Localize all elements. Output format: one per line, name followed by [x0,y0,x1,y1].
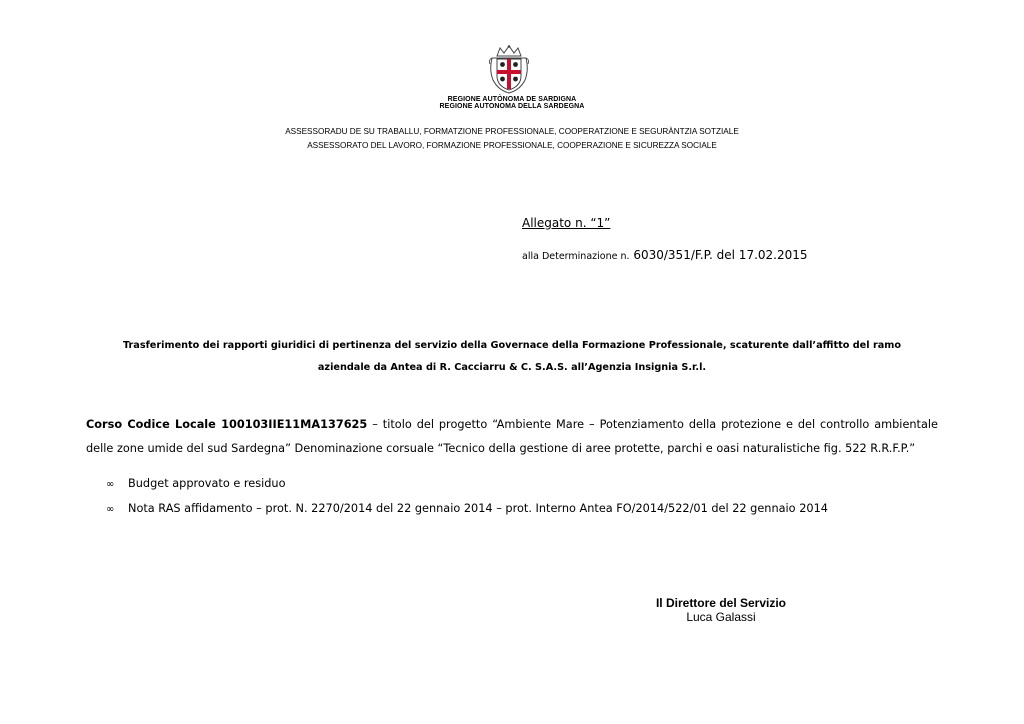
bullet-list [106,474,926,524]
allegato-label: Allegato n. “1” [522,216,611,230]
list-item [106,474,926,499]
list-item-text: Nota RAS affidamento – prot. N. 2270/2014 del 22 gennaio 2014 – prot. Interno Antea FO/2014/522/01 del 22 gennaio 2014 [128,502,828,515]
list-item-text: Budget approvato e residuo [128,477,286,490]
signature-name: Luca Galassi [686,610,756,624]
document-title: Trasferimento dei rapporti giuridici di pertinenza del servizio della Governace della Formazione Professionale, scaturente dall’affitto del ramo aziendale da Antea di R. Cacciarru & C. S.A.S. all’Agenzia Insignia S.r.l. [122,340,902,373]
course-paragraph [86,413,938,461]
assessorato-italian: ASSESSORATO DEL LAVORO, FORMAZIONE PROFESSIONALE, COOPERAZIONE E SICUREZZA SOCIALE [307,141,717,150]
assessorato-sardinian: ASSESSORADU DE SU TRABALLU, FORMATZIONE PROFESSIONALE, COOPERATZIONE E SEGURÀNTZIA SOTZIALE [285,127,739,136]
signature-role: Il Direttore del Servizio [655,596,787,610]
determina-prefix: alla Determinazione n. [522,251,630,262]
course-code: Corso Codice Locale 100103IIE11MA137625 [86,418,368,431]
determina-reference [522,248,808,262]
list-item [106,499,926,524]
region-name-sardinian: REGIONE AUTÒNOMA DE SARDIGNA [447,96,577,103]
course-description: – titolo del progetto “Ambiente Mare – Potenziamento della protezione e del controllo ambientale delle zone umide del sud Sardegna” Denominazione corsuale “Tecnico della gestione di aree protette, parchi e oasi naturalistiche fig. 522 R.R.F.P.” [86,418,938,455]
infinity-bullet-icon: ∞ [106,479,115,490]
infinity-bullet-icon: ∞ [106,504,115,515]
determina-number: 6030/351/F.P. del 17.02.2015 [633,248,808,262]
sardinia-coat-of-arms-icon [488,44,530,94]
region-name-italian: REGIONE AUTONOMA DELLA SARDEGNA [439,103,585,110]
